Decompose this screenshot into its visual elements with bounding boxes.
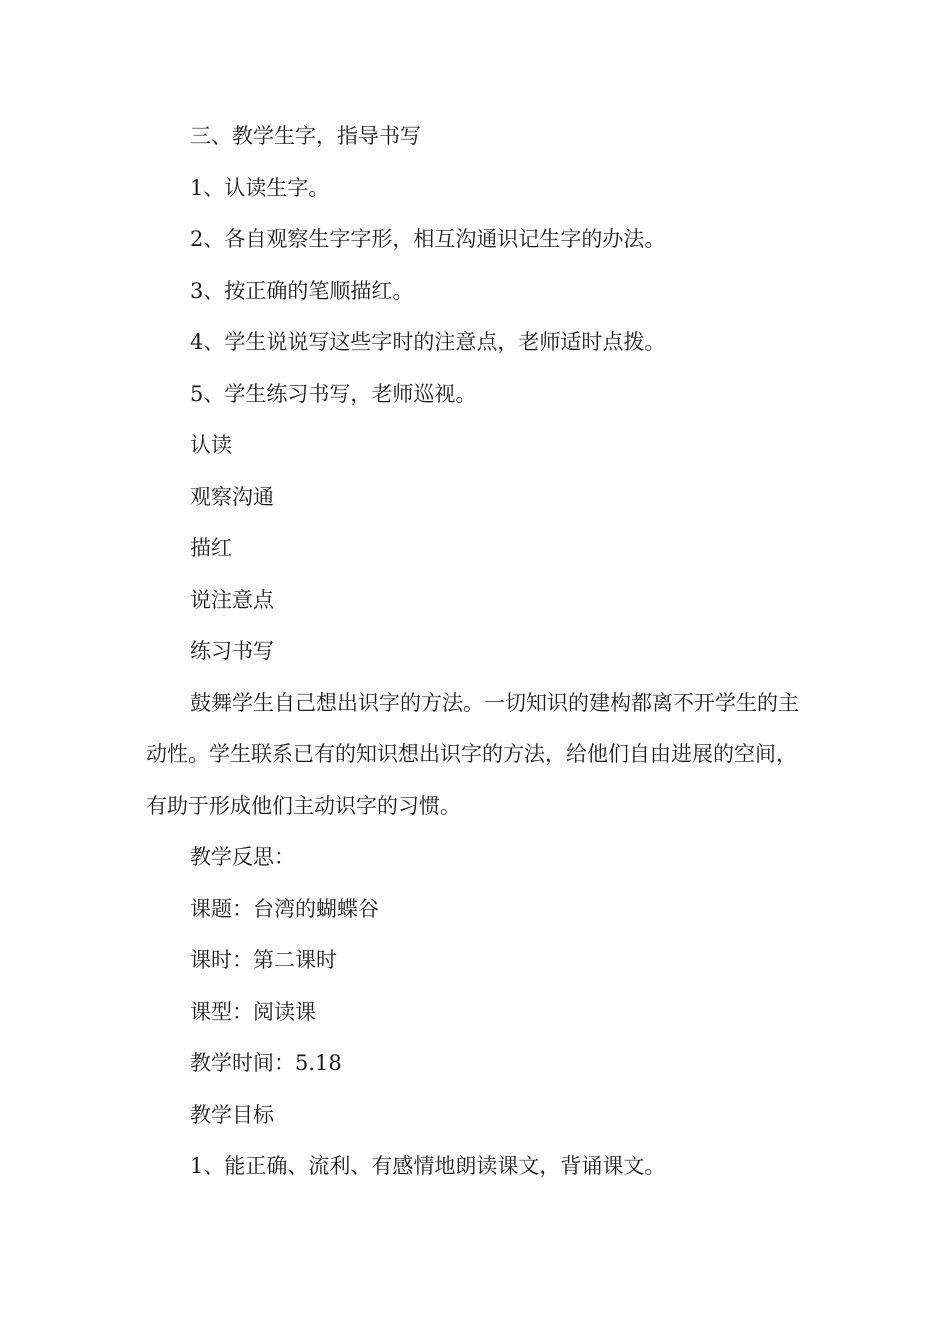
objective-item: 1、能正确、流利、有感情地朗读课文，背诵课文。 xyxy=(190,1154,666,1178)
lesson-period: 课时：第二课时 xyxy=(190,948,337,972)
activity-label: 描红 xyxy=(190,536,232,560)
step-item: 3、按正确的笔顺描红。 xyxy=(190,278,414,303)
lesson-type: 课型：阅读课 xyxy=(190,999,316,1024)
lesson-title: 课题：台湾的蝴蝶谷 xyxy=(190,896,379,921)
lesson-date: 教学时间：5.18 xyxy=(190,1051,342,1075)
step-item: 4、学生说说写这些字时的注意点，老师适时点拨。 xyxy=(190,330,666,354)
step-item: 2、各自观察生字字形，相互沟通识记生字的办法。 xyxy=(190,227,666,251)
step-item: 1、认读生字。 xyxy=(190,175,330,200)
document-body xyxy=(146,111,806,1193)
activity-label: 练习书写 xyxy=(190,639,274,663)
section-heading: 三、教学生字，指导书写 xyxy=(190,124,421,148)
activity-label: 观察沟通 xyxy=(190,484,274,509)
objectives-heading: 教学目标 xyxy=(190,1102,274,1127)
step-item: 5、学生练习书写，老师巡视。 xyxy=(190,381,477,406)
activity-label: 认读 xyxy=(190,433,232,457)
activity-label: 说注意点 xyxy=(190,587,274,612)
reflection-heading: 教学反思： xyxy=(190,845,295,869)
design-rationale-paragraph: 鼓舞学生自己想出识字的方法。一切知识的建构都离不开学生的主动性。学生联系已有的知识想出识字的方法，给他们自由进展的空间，有助于形成他们主动识字的习惯。 xyxy=(146,690,799,818)
